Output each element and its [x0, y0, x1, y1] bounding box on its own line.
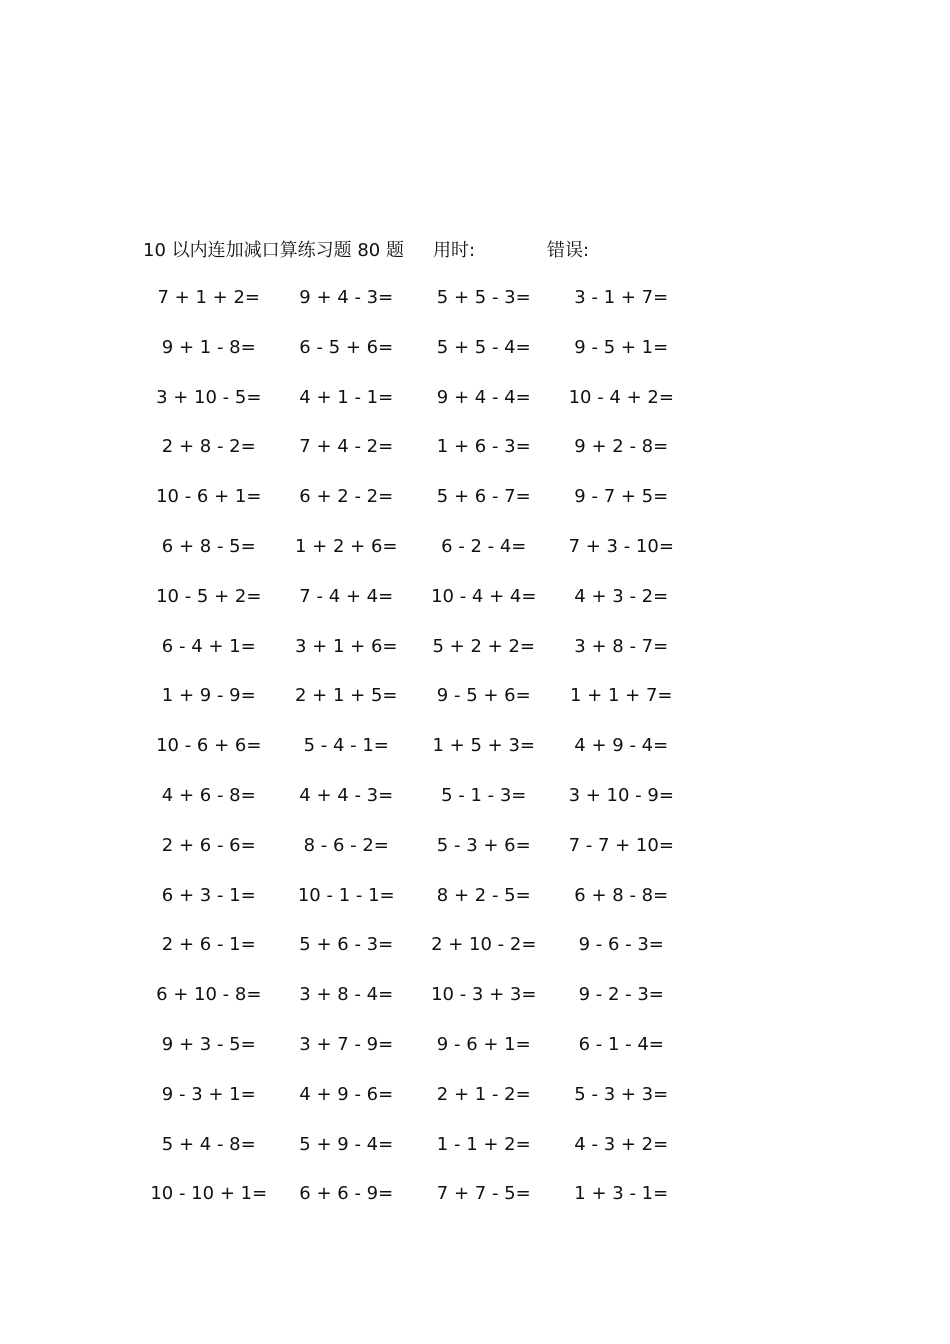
arithmetic-problem: 6 + 10 - 8=	[156, 984, 262, 1006]
arithmetic-problem: 1 + 2 + 6=	[295, 535, 398, 557]
arithmetic-problem: 4 - 3 + 2=	[574, 1133, 669, 1155]
arithmetic-problem: 7 + 3 - 10=	[568, 535, 674, 557]
problem-row	[140, 682, 700, 732]
arithmetic-problem: 5 + 2 + 2=	[432, 635, 535, 657]
arithmetic-problem: 9 - 7 + 5=	[574, 486, 669, 508]
arithmetic-problem: 3 + 10 - 9=	[568, 784, 674, 806]
problem-row	[140, 633, 700, 683]
arithmetic-problem: 5 + 5 - 3=	[436, 287, 531, 308]
arithmetic-problem: 7 + 7 - 5=	[436, 1183, 531, 1205]
arithmetic-problem: 9 + 1 - 8=	[161, 336, 256, 358]
arithmetic-problem: 5 + 5 - 4=	[436, 336, 531, 358]
arithmetic-problem: 5 + 6 - 3=	[299, 934, 394, 956]
arithmetic-problem: 1 + 1 + 7=	[570, 685, 673, 707]
problem-row	[140, 931, 700, 981]
problem-row	[140, 583, 700, 633]
arithmetic-problem: 6 + 2 - 2=	[299, 486, 394, 508]
arithmetic-problem: 1 + 9 - 9=	[161, 685, 256, 707]
arithmetic-problem: 6 - 4 + 1=	[161, 635, 256, 657]
arithmetic-problem: 9 + 4 - 4=	[436, 386, 531, 408]
arithmetic-problem: 4 + 3 - 2=	[574, 585, 669, 607]
arithmetic-problem: 3 + 8 - 7=	[574, 635, 669, 657]
time-label: 用时:	[433, 240, 476, 261]
arithmetic-problem: 10 - 5 + 2=	[156, 585, 262, 607]
arithmetic-problem: 1 + 3 - 1=	[574, 1183, 669, 1205]
arithmetic-problem: 5 + 9 - 4=	[299, 1133, 394, 1155]
problem-grid	[140, 284, 700, 1230]
problem-row	[140, 1180, 700, 1230]
arithmetic-problem: 7 + 1 + 2=	[157, 287, 260, 308]
arithmetic-problem: 9 + 3 - 5=	[161, 1033, 256, 1055]
arithmetic-problem: 5 - 3 + 3=	[574, 1083, 669, 1105]
arithmetic-problem: 9 - 6 + 1=	[436, 1033, 531, 1055]
arithmetic-problem: 7 - 7 + 10=	[568, 834, 674, 856]
problem-row	[140, 334, 700, 384]
arithmetic-problem: 5 - 1 - 3=	[441, 784, 527, 806]
arithmetic-problem: 2 + 8 - 2=	[161, 436, 256, 458]
arithmetic-problem: 2 + 10 - 2=	[431, 934, 537, 956]
problem-row	[140, 732, 700, 782]
arithmetic-problem: 3 + 7 - 9=	[299, 1033, 394, 1055]
problem-row	[140, 1031, 700, 1081]
arithmetic-problem: 5 - 4 - 1=	[303, 735, 389, 757]
arithmetic-problem: 7 - 4 + 4=	[299, 585, 394, 607]
arithmetic-problem: 3 - 1 + 7=	[574, 287, 669, 308]
arithmetic-problem: 6 + 8 - 8=	[574, 884, 669, 906]
arithmetic-problem: 6 - 5 + 6=	[299, 336, 394, 358]
problem-row	[140, 483, 700, 533]
arithmetic-problem: 10 - 1 - 1=	[297, 884, 395, 906]
arithmetic-problem: 10 - 10 + 1=	[150, 1183, 268, 1205]
arithmetic-problem: 9 - 2 - 3=	[578, 984, 664, 1006]
arithmetic-problem: 1 + 5 + 3=	[432, 735, 535, 757]
problem-row	[140, 782, 700, 832]
arithmetic-problem: 5 - 3 + 6=	[436, 834, 531, 856]
arithmetic-problem: 2 + 6 - 1=	[161, 934, 256, 956]
arithmetic-problem: 4 + 9 - 6=	[299, 1083, 394, 1105]
problem-row	[140, 882, 700, 932]
problem-row	[140, 433, 700, 483]
arithmetic-problem: 8 + 2 - 5=	[436, 884, 531, 906]
arithmetic-problem: 4 + 4 - 3=	[299, 784, 394, 806]
arithmetic-problem: 4 + 1 - 1=	[299, 386, 394, 408]
arithmetic-problem: 9 + 2 - 8=	[574, 436, 669, 458]
problem-row	[140, 1131, 700, 1181]
arithmetic-problem: 6 + 8 - 5=	[161, 535, 256, 557]
arithmetic-problem: 3 + 8 - 4=	[299, 984, 394, 1006]
arithmetic-problem: 4 + 9 - 4=	[574, 735, 669, 757]
arithmetic-problem: 2 + 6 - 6=	[161, 834, 256, 856]
arithmetic-problem: 10 - 3 + 3=	[431, 984, 537, 1006]
arithmetic-problem: 6 + 3 - 1=	[161, 884, 256, 906]
problem-row	[140, 1081, 700, 1131]
arithmetic-problem: 6 - 2 - 4=	[441, 535, 527, 557]
problem-row	[140, 533, 700, 583]
problem-row	[140, 981, 700, 1031]
arithmetic-problem: 7 + 4 - 2=	[299, 436, 394, 458]
arithmetic-problem: 9 - 6 - 3=	[578, 934, 664, 956]
arithmetic-problem: 8 - 6 - 2=	[303, 834, 389, 856]
arithmetic-problem: 6 - 1 - 4=	[578, 1033, 664, 1055]
arithmetic-problem: 10 - 4 + 2=	[568, 386, 674, 408]
problem-row	[140, 384, 700, 434]
arithmetic-problem: 5 + 6 - 7=	[436, 486, 531, 508]
arithmetic-problem: 5 + 4 - 8=	[161, 1133, 256, 1155]
arithmetic-problem: 9 - 3 + 1=	[161, 1083, 256, 1105]
arithmetic-problem: 1 - 1 + 2=	[436, 1133, 531, 1155]
problem-row	[140, 284, 700, 334]
arithmetic-problem: 9 + 4 - 3=	[299, 287, 394, 308]
arithmetic-problem: 4 + 6 - 8=	[161, 784, 256, 806]
arithmetic-problem: 9 - 5 + 1=	[574, 336, 669, 358]
problem-row	[140, 832, 700, 882]
arithmetic-problem: 3 + 10 - 5=	[156, 386, 262, 408]
arithmetic-problem: 9 - 5 + 6=	[436, 685, 531, 707]
arithmetic-problem: 10 - 6 + 1=	[156, 486, 262, 508]
errors-label: 错误:	[547, 240, 590, 261]
arithmetic-problem: 10 - 6 + 6=	[156, 735, 262, 757]
arithmetic-problem: 6 + 6 - 9=	[299, 1183, 394, 1205]
arithmetic-problem: 2 + 1 - 2=	[436, 1083, 531, 1105]
arithmetic-problem: 3 + 1 + 6=	[295, 635, 398, 657]
arithmetic-problem: 1 + 6 - 3=	[436, 436, 531, 458]
arithmetic-problem: 2 + 1 + 5=	[295, 685, 398, 707]
worksheet-title: 10 以内连加减口算练习题 80 题	[143, 240, 404, 261]
arithmetic-problem: 10 - 4 + 4=	[431, 585, 537, 607]
